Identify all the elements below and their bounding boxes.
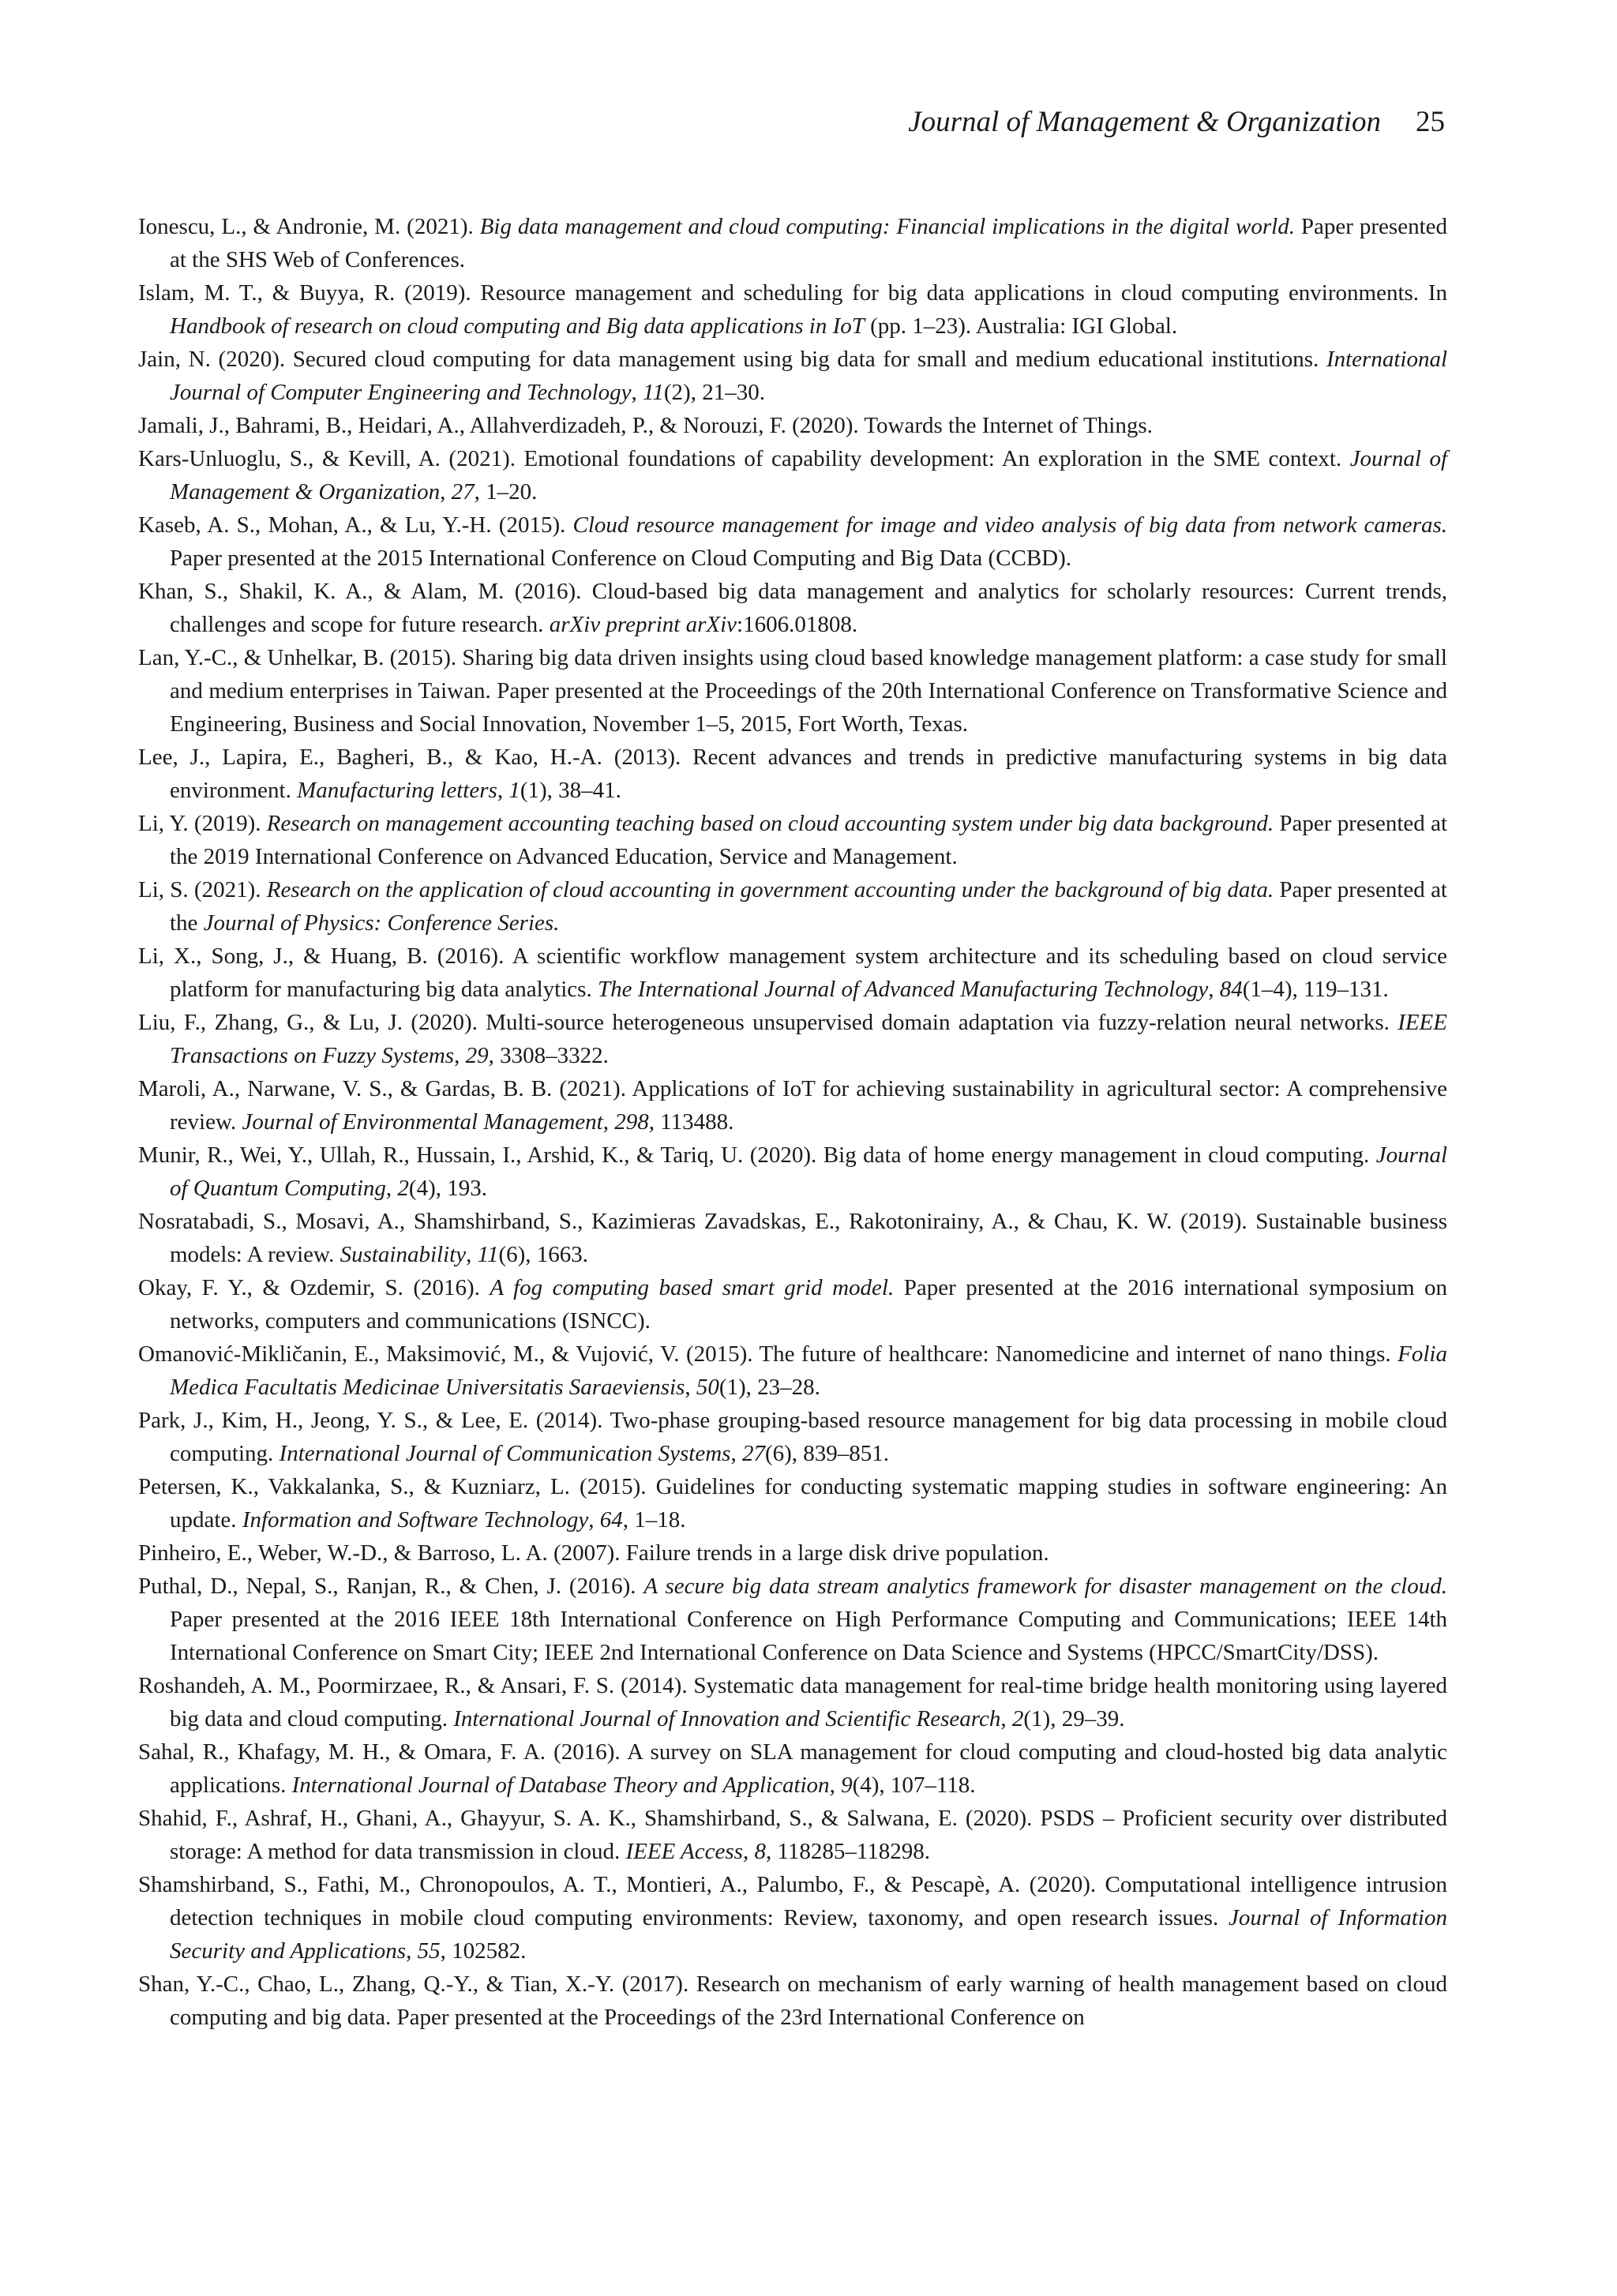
reference-text: Paper presented at the 2016 IEEE 18th International Conference on High Performance Computing and Communications; IEEE 14th International Conference on Smart City; IEEE 2nd International Conference on Data Science and Systems (HPCC/SmartCity/DSS). xyxy=(170,1607,1447,1665)
reference-italic-text: IEEE Access xyxy=(625,1839,743,1864)
reference-text: Pinheiro, E., Weber, W.-D., & Barroso, L. A. (2007). Failure trends in a large disk drive population. xyxy=(138,1540,1049,1566)
reference-italic-text: Journal of Information Security and Applications xyxy=(170,1905,1447,1964)
reference-entry xyxy=(138,1006,1447,1072)
reference-text: Islam, M. T., & Buyya, R. (2019). Resource management and scheduling for big data applications in cloud computing environments. In xyxy=(138,280,1447,306)
reference-italic-text: 11 xyxy=(477,1242,499,1267)
reference-text: Paper presented at the xyxy=(170,877,1447,936)
reference-text: (6), 839–851. xyxy=(764,1441,890,1466)
reference-text: Sahal, R., Khafagy, M. H., & Omara, F. A. (2016). A survey on SLA management for cloud computing and cloud-hosted big data analytic applications. xyxy=(138,1739,1447,1798)
reference-entry xyxy=(138,1072,1447,1139)
reference-text: Lan, Y.-C., & Unhelkar, B. (2015). Sharing big data driven insights using cloud based knowledge management platform: a case study for small and medium enterprises in Taiwan. Paper presented at the Proceedings of the 20th International Conference on Transformative Science and Engineering, Business and Social Innovation, November 1–5, 2015, Fort Worth, Texas. xyxy=(138,645,1447,737)
reference-italic-text: Manufacturing letters xyxy=(297,778,497,803)
reference-text: , 113488. xyxy=(648,1109,734,1135)
page-number: 25 xyxy=(1416,106,1445,138)
reference-entry xyxy=(138,641,1447,741)
reference-text: Paper presented at the 2015 International Conference on Cloud Computing and Big Data (CCBD). xyxy=(170,546,1072,571)
reference-entry xyxy=(138,210,1447,276)
reference-italic-text: Sustainability xyxy=(340,1242,467,1267)
reference-entry xyxy=(138,343,1447,409)
reference-text: , xyxy=(440,479,452,505)
reference-text: , 1–20. xyxy=(474,479,538,505)
reference-italic-text: IEEE Transactions on Fuzzy Systems xyxy=(170,1010,1447,1068)
reference-text: (4), 193. xyxy=(408,1176,487,1201)
reference-entry xyxy=(138,807,1447,873)
reference-entry xyxy=(138,409,1447,442)
reference-text: Omanović-Mikličanin, E., Maksimović, M., & Vujović, V. (2015). The future of healthcare: Nanomedicine and internet of nano things. xyxy=(138,1341,1398,1367)
reference-text: Okay, F. Y., & Ozdemir, S. (2016). xyxy=(138,1275,490,1300)
reference-italic-text: International Journal of Communication Systems xyxy=(279,1441,731,1466)
reference-entry xyxy=(138,276,1447,343)
reference-text: Puthal, D., Nepal, S., Ranjan, R., & Chen, J. (2016). xyxy=(138,1574,644,1599)
reference-entry xyxy=(138,442,1447,508)
reference-entry xyxy=(138,1139,1447,1205)
reference-italic-text: A secure big data stream analytics framework for disaster management on the cloud. xyxy=(643,1574,1447,1599)
reference-text: (4), 107–118. xyxy=(852,1773,976,1798)
reference-italic-text: 50 xyxy=(696,1375,719,1400)
reference-text: , xyxy=(829,1773,842,1798)
reference-list xyxy=(138,210,1447,2034)
reference-text: , xyxy=(385,1176,398,1201)
reference-text: , 118285–118298. xyxy=(765,1839,931,1864)
reference-entry xyxy=(138,940,1447,1006)
reference-entry xyxy=(138,1536,1447,1570)
reference-text: , xyxy=(1208,977,1220,1002)
reference-text: Kars-Unluoglu, S., & Kevill, A. (2021). Emotional foundations of capability development: An exploration in the SME context. xyxy=(138,446,1350,471)
reference-italic-text: International Journal of Database Theory and Application xyxy=(291,1773,830,1798)
reference-text: , xyxy=(602,1109,615,1135)
reference-italic-text: 27 xyxy=(741,1441,765,1466)
reference-italic-text: Folia Medica Facultatis Medicinae Universitatis Saraeviensis xyxy=(170,1341,1447,1400)
reference-entry xyxy=(138,1271,1447,1337)
reference-italic-text: International Journal of Innovation and Scientific Research xyxy=(453,1706,1001,1731)
reference-text: Liu, F., Zhang, G., & Lu, J. (2020). Multi-source heterogeneous unsupervised domain adaptation via fuzzy-relation neural networks. xyxy=(138,1010,1398,1035)
reference-entry xyxy=(138,1868,1447,1968)
reference-text: Munir, R., Wei, Y., Ullah, R., Hussain, I., Arshid, K., & Tariq, U. (2020). Big data of home energy management in cloud computing. xyxy=(138,1142,1376,1168)
reference-text: , 3308–3322. xyxy=(488,1043,609,1068)
reference-text: Shahid, F., Ashraf, H., Ghani, A., Ghayyur, S. A. K., Shamshirband, S., & Salwana, E. (2020). PSDS – Proficient security over distributed storage: A method for data transmission in cloud. xyxy=(138,1806,1447,1864)
reference-text: Jain, N. (2020). Secured cloud computing for data management using big data for small and medium educational institutions. xyxy=(138,347,1326,372)
journal-title: Journal of Management & Organization xyxy=(908,106,1381,138)
reference-italic-text: 55 xyxy=(417,1938,441,1964)
reference-entry xyxy=(138,1570,1447,1669)
reference-italic-text: 29 xyxy=(465,1043,489,1068)
reference-text: Li, S. (2021). xyxy=(138,877,267,902)
reference-text: Kaseb, A. S., Mohan, A., & Lu, Y.-H. (2015). xyxy=(138,512,573,538)
reference-entry xyxy=(138,1337,1447,1404)
reference-text: Paper presented at the 2016 international symposium on networks, computers and communications (ISNCC). xyxy=(170,1275,1447,1334)
reference-text: (2), 21–30. xyxy=(663,380,765,405)
reference-italic-text: 9 xyxy=(841,1773,853,1798)
reference-text: (1), 29–39. xyxy=(1023,1706,1125,1731)
reference-entry xyxy=(138,1669,1447,1735)
reference-italic-text: 8 xyxy=(754,1839,766,1864)
reference-italic-text: 84 xyxy=(1219,977,1243,1002)
reference-italic-text: Information and Software Technology xyxy=(242,1507,589,1533)
reference-text: , xyxy=(406,1938,418,1964)
reference-text: Li, Y. (2019). xyxy=(138,811,267,836)
reference-italic-text: 64 xyxy=(599,1507,623,1533)
reference-italic-text: International Journal of Computer Engineering and Technology xyxy=(170,347,1447,405)
running-head xyxy=(908,107,1445,137)
reference-italic-text: arXiv preprint arXiv xyxy=(549,612,737,637)
reference-text: Paper presented at the SHS Web of Conferences. xyxy=(170,214,1447,272)
reference-text: Ionescu, L., & Andronie, M. (2021). xyxy=(138,214,480,239)
reference-text: , xyxy=(631,380,643,405)
reference-entry xyxy=(138,741,1447,807)
reference-text: Roshandeh, A. M., Poormirzaee, R., & Ansari, F. S. (2014). Systematic data management for real-time bridge health monitoring using layered big data and cloud computing. xyxy=(138,1673,1447,1731)
reference-italic-text: Research on the application of cloud accounting in government accounting under the background of big data. xyxy=(266,877,1274,902)
reference-text: Maroli, A., Narwane, V. S., & Gardas, B. B. (2021). Applications of IoT for achieving sustainability in agricultural sector: A comprehensive review. xyxy=(138,1076,1447,1135)
reference-entry xyxy=(138,1735,1447,1802)
reference-text: (1), 38–41. xyxy=(520,778,621,803)
reference-italic-text: Journal of Physics: Conference Series. xyxy=(203,910,560,936)
reference-entry xyxy=(138,1404,1447,1470)
reference-text: , xyxy=(497,778,509,803)
reference-italic-text: Journal of Environmental Management xyxy=(242,1109,603,1135)
reference-text: , xyxy=(588,1507,600,1533)
reference-text: Shamshirband, S., Fathi, M., Chronopoulos, A. T., Montieri, A., Palumbo, F., & Pescapè, A. (2020). Computational intelligence intrusion detection techniques in mobile cloud computing environments: Review, taxonomy, and open research issues. xyxy=(138,1872,1447,1930)
reference-italic-text: Handbook of research on cloud computing and Big data applications in IoT xyxy=(170,313,865,339)
reference-italic-text: 1 xyxy=(508,778,520,803)
reference-italic-text: Cloud resource management for image and video analysis of big data from network cameras. xyxy=(572,512,1448,538)
reference-text: Park, J., Kim, H., Jeong, Y. S., & Lee, E. (2014). Two-phase grouping-based resource management for big data processing in mobile cloud computing. xyxy=(138,1408,1447,1466)
reference-entry xyxy=(138,508,1447,575)
reference-entry xyxy=(138,1802,1447,1868)
reference-text: , xyxy=(466,1242,478,1267)
reference-entry xyxy=(138,575,1447,641)
reference-italic-text: Big data management and cloud computing: Financial implications in the digital world. xyxy=(479,214,1295,239)
reference-text: Petersen, K., Vakkalanka, S., & Kuzniarz, L. (2015). Guidelines for conducting systematic mapping studies in software engineering: An update. xyxy=(138,1474,1447,1533)
reference-italic-text: Journal of Quantum Computing xyxy=(170,1142,1447,1201)
reference-italic-text: 27 xyxy=(451,479,475,505)
reference-italic-text: 11 xyxy=(643,380,664,405)
reference-italic-text: 2 xyxy=(397,1176,409,1201)
reference-text: Nosratabadi, S., Mosavi, A., Shamshirband, S., Kazimieras Zavadskas, E., Rakotonirainy, A., & Chau, K. W. (2019). Sustainable business models: A review. xyxy=(138,1209,1447,1267)
reference-text: Lee, J., Lapira, E., Bagheri, B., & Kao, H.-A. (2013). Recent advances and trends in predictive manufacturing systems in big data environment. xyxy=(138,745,1447,803)
reference-text: , xyxy=(730,1441,742,1466)
reference-text: Jamali, J., Bahrami, B., Heidari, A., Allahverdizadeh, P., & Norouzi, F. (2020). Towards the Internet of Things. xyxy=(138,413,1153,438)
reference-text: (1–4), 119–131. xyxy=(1242,977,1389,1002)
reference-italic-text: A fog computing based smart grid model. xyxy=(490,1275,895,1300)
reference-text: Paper presented at the 2019 International Conference on Advanced Education, Service and Management. xyxy=(170,811,1447,869)
reference-text: :1606.01808. xyxy=(737,612,858,637)
reference-italic-text: 2 xyxy=(1011,1706,1024,1731)
reference-italic-text: The International Journal of Advanced Manufacturing Technology xyxy=(597,977,1209,1002)
reference-text: , xyxy=(742,1839,755,1864)
reference-italic-text: Research on management accounting teaching based on cloud accounting system under big data background. xyxy=(266,811,1274,836)
reference-text: (1), 23–28. xyxy=(718,1375,820,1400)
reference-text: Khan, S., Shakil, K. A., & Alam, M. (2016). Cloud-based big data management and analytics for scholarly resources: Current trends, challenges and scope for future research. xyxy=(138,579,1447,637)
reference-entry xyxy=(138,1205,1447,1271)
reference-entry xyxy=(138,1470,1447,1536)
reference-entry xyxy=(138,873,1447,940)
reference-text: , 102582. xyxy=(440,1938,527,1964)
reference-text: , 1–18. xyxy=(622,1507,686,1533)
reference-text: Li, X., Song, J., & Huang, B. (2016). A scientific workflow management system architecture and its scheduling based on cloud service platform for manufacturing big data analytics. xyxy=(138,944,1447,1002)
reference-italic-text: 298 xyxy=(614,1109,649,1135)
reference-text: Shan, Y.-C., Chao, L., Zhang, Q.-Y., & Tian, X.-Y. (2017). Research on mechanism of early warning of health management based on cloud computing and big data. Paper presented at the Proceedings of the 23rd International Conference on xyxy=(138,1971,1447,2030)
reference-text: , xyxy=(454,1043,466,1068)
reference-text: , xyxy=(1000,1706,1012,1731)
reference-text: (pp. 1–23). Australia: IGI Global. xyxy=(864,313,1178,339)
reference-text: (6), 1663. xyxy=(498,1242,589,1267)
reference-italic-text: Journal of Management & Organization xyxy=(170,446,1447,505)
reference-text: , xyxy=(685,1375,696,1400)
reference-entry xyxy=(138,1968,1447,2034)
